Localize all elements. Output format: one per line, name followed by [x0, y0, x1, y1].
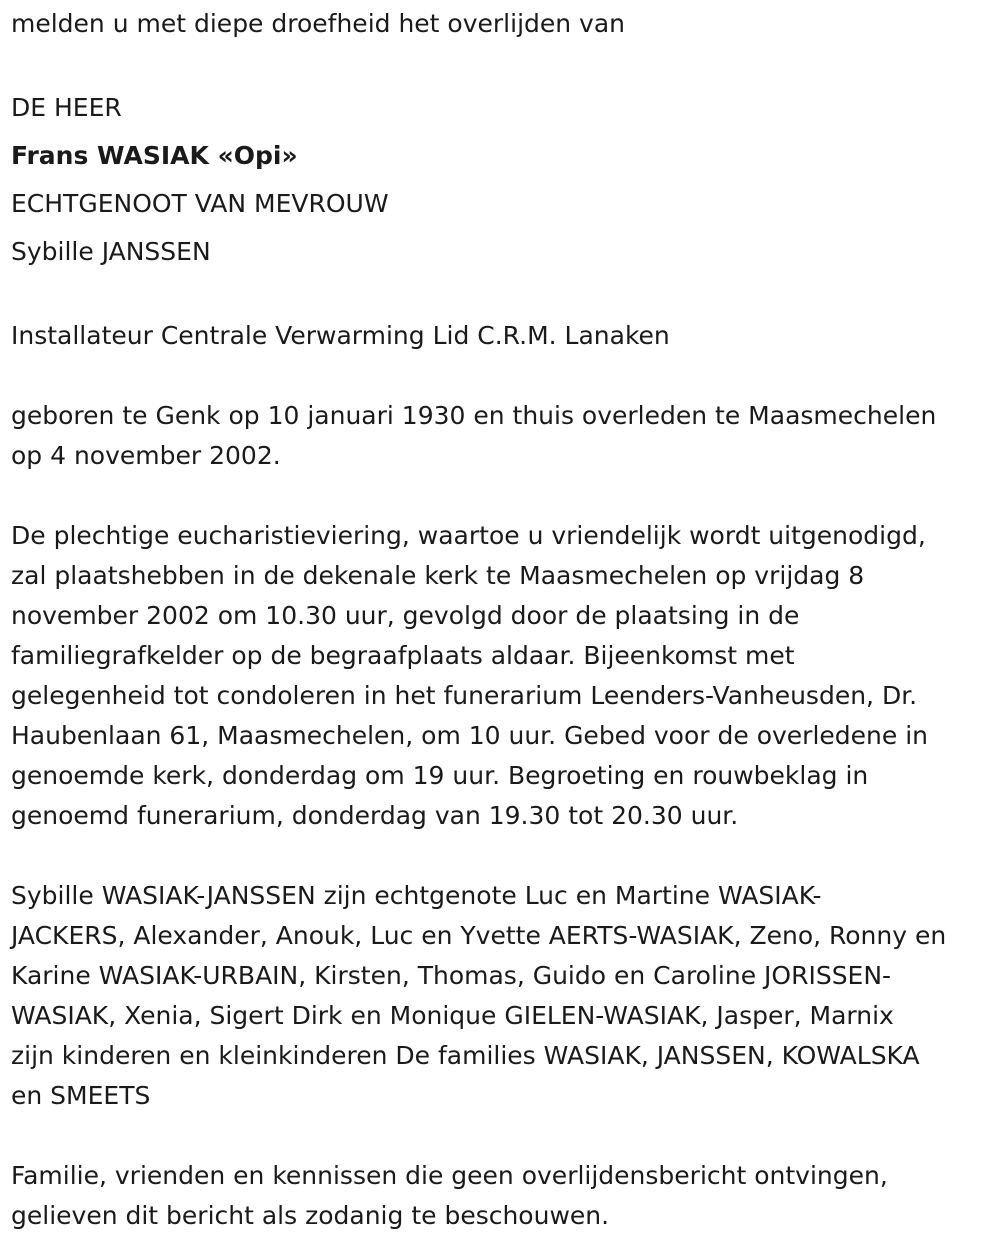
spouse-label: ECHTGENOOT VAN MEVROUW — [11, 189, 389, 218]
ceremony-line: gelegenheid tot condoleren in het funerarium Leenders-Vanheusden, Dr. — [11, 681, 918, 710]
spacer — [11, 1116, 988, 1156]
ceremony-line: genoemd funerarium, donderdag van 19.30 tot 20.30 uur. — [11, 801, 739, 830]
ceremony-line: familiegrafkelder op de begraafplaats aldaar. Bijeenkomst met — [11, 641, 795, 670]
birth-death-line: op 4 november 2002. — [11, 441, 281, 470]
ceremony-line: Haubenlaan 61, Maasmechelen, om 10 uur. Gebed voor de overledene in — [11, 721, 928, 750]
closing-line: gelieven dit bericht als zodanig te beschouwen. — [11, 1201, 610, 1230]
ceremony-line: genoemde kerk, donderdag om 19 uur. Begroeting en rouwbeklag in — [11, 761, 869, 790]
closing-line: Familie, vrienden en kennissen die geen overlijdensbericht ontvingen, — [11, 1161, 888, 1190]
spacer — [11, 356, 988, 396]
ceremony-line: november 2002 om 10.30 uur, gevolgd door de plaatsing in de — [11, 601, 800, 630]
family-line: Sybille WASIAK-JANSSEN zijn echtgenote Luc en Martine WASIAK- — [11, 881, 822, 910]
family-paragraph — [11, 876, 988, 1116]
spacer — [11, 476, 988, 516]
family-line: Karine WASIAK-URBAIN, Kirsten, Thomas, Guido en Caroline JORISSEN- — [11, 961, 892, 990]
intro-line: melden u met diepe droefheid het overlijden van — [11, 9, 626, 38]
ceremony-line: zal plaatshebben in de dekenale kerk te Maasmechelen op vrijdag 8 — [11, 561, 865, 590]
spacer — [11, 44, 988, 84]
deceased-name: Frans WASIAK «Opi» — [11, 141, 298, 170]
ceremony-line: De plechtige eucharistieviering, waartoe u vriendelijk wordt uitgenodigd, — [11, 521, 926, 550]
family-line: WASIAK, Xenia, Sigert Dirk en Monique GIELEN-WASIAK, Jasper, Marnix — [11, 1001, 894, 1030]
birth-death-line: geboren te Genk op 10 januari 1930 en thuis overleden te Maasmechelen — [11, 401, 937, 430]
spacer — [11, 836, 988, 876]
family-line: zijn kinderen en kleinkinderen De families WASIAK, JANSSEN, KOWALSKA — [11, 1041, 920, 1070]
closing-paragraph — [11, 1156, 988, 1236]
spacer — [11, 276, 988, 316]
family-line: JACKERS, Alexander, Anouk, Luc en Yvette AERTS-WASIAK, Zeno, Ronny en — [11, 921, 947, 950]
ceremony-paragraph — [11, 516, 988, 836]
title-prefix: DE HEER — [11, 93, 122, 122]
occupation-line: Installateur Centrale Verwarming Lid C.R.M. Lanaken — [11, 321, 670, 350]
spouse-name: Sybille JANSSEN — [11, 237, 211, 266]
family-line: en SMEETS — [11, 1081, 151, 1110]
